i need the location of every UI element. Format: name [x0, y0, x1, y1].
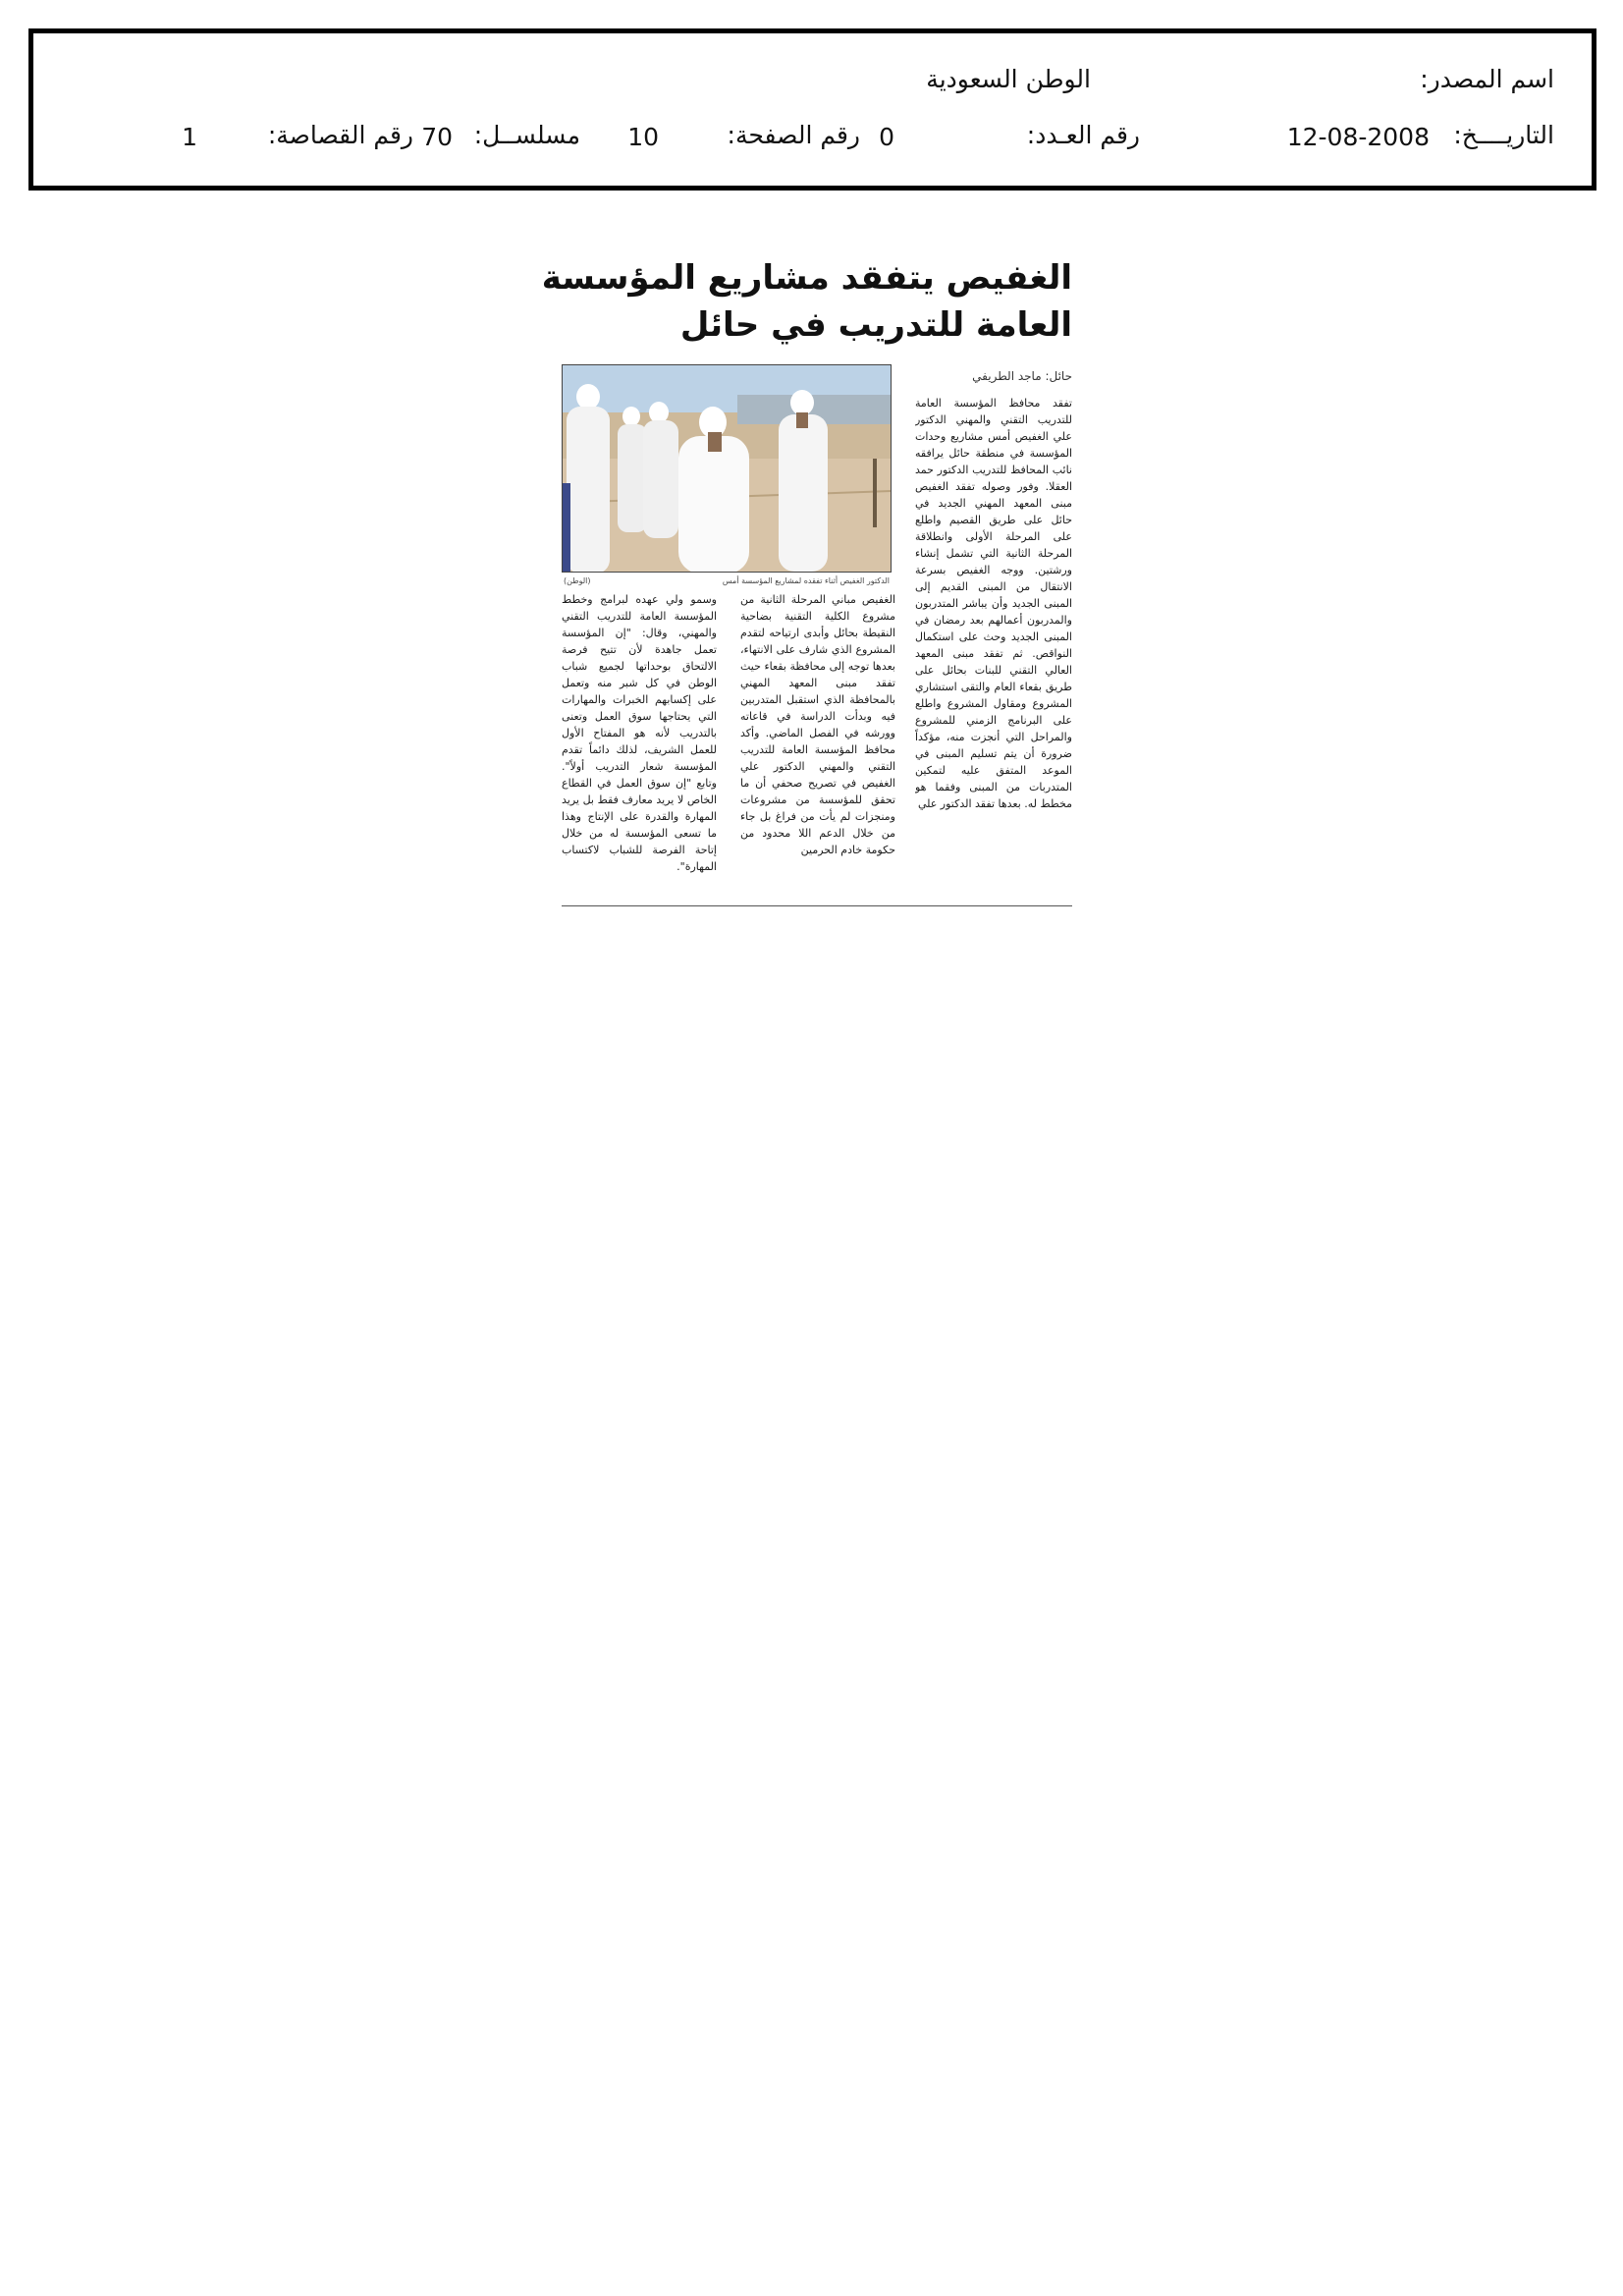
clipping-bottom-rule — [562, 905, 1072, 906]
serial-label: مسلســل: — [473, 121, 580, 149]
article-column-middle: الغفيص مباني المرحلة الثانية من مشروع الكلية التقنية بضاحية النقيطة بحائل وأبدى ارتياحه لتقدم المشروع الذي شارف على الانتهاء، بعدها توجه إلى محافظة بقعاء حيث تفقد مبنى المعهد المهني بالمحافظة الذي استقبل المتدربين فيه وبدأت الدراسة في قاعاته وورشه في الفصل الماضي. وأكد محافظ المؤسسة العامة للتدريب التقني والمهني الدكتور علي الغفيص في تصريح صحفي أن ما تحقق للمؤسسة من مشروعات ومنجزات لم يأت من فراغ بل جاء من خلال الدعم اللا محدود من حكومة خادم الحرمين — [740, 593, 895, 856]
headline-line-1: الغفيص يتفقد مشاريع المؤسسة — [541, 258, 1072, 298]
date-label: التاريــــخ: — [1453, 121, 1554, 149]
photo-post — [873, 459, 877, 527]
article-column-left: وسمو ولي عهده لبرامج وخطط المؤسسة العامة للتدريب التقني والمهني، وقال: "إن المؤسسة تعمل جاهدة لأن تتيح فرصة الالتحاق بوحداتها لجميع شباب الوطن في كل شبر منه وتعمل على إكسابهم الخبرات والمهارات التي يحتاجها سوق العمل وتعنى بالتدريب لأنه هو المفتاح الأول للعمل الشريف، لذلك دائماً تقدم المؤسسة شعار التدريب أولاً". وتابع "إن سوق العمل في القطاع الخاص لا يريد معارف فقط بل يريد المهارة والقدرة على الإنتاج وهذا ما تسعى المؤسسة له من خلال إتاحة الفرصة للشباب لاكتساب المهارة". — [562, 593, 717, 873]
issue-label: رقم العـدد: — [1026, 121, 1140, 149]
article-column-right: تفقد محافظ المؤسسة العامة للتدريب التقني والمهني الدكتور علي الغفيص أمس مشاريع وحدات المؤسسة في منطقة حائل يرافقه نائب المحافظ للتدريب الدكتور حمد العقلا. وفور وصوله تفقد الغفيص مبنى المعهد المهني الجديد في حائل على طريق القصيم واطلع على المرحلة الأولى وانطلاقة المرحلة الثانية التي تشمل إنشاء ورشتين. ووجه الغفيص بسرعة الانتقال من المبنى القديم إلى المبنى الجديد وأن يباشر المتدربون والمدربون أعمالهم بعد رمضان في المبنى الجديد وحث على استكمال النواقص. ثم تفقد مبنى المعهد العالي التقني للبنات بحائل على طريق بقعاء العام والتقى استشاري المشروع ومقاول المشروع واطلع على البرنامج الزمني للمشروع والمراحل التي أنجزت منه، مؤكداً ضرورة أن يتم تسليم المبنى في الموعد المتفق عليه لتمكين المتدربات من المبنى وفقما هو مخطط له. بعدها تفقد الدكتور علي — [915, 397, 1072, 810]
photo-caption: الدكتور الغفيص أثناء تفقده لمشاريع المؤسسة أمس — [722, 576, 890, 585]
clipping-header-box — [28, 28, 1596, 191]
photo-credit: (الوطن) — [564, 576, 591, 585]
page-value: 10 — [627, 123, 659, 151]
photo-caption-row — [562, 574, 892, 588]
byline: حائل: ماجد الطريفي — [972, 369, 1072, 383]
source-value: الوطن السعودية — [926, 65, 1091, 93]
newspaper-clipping — [541, 257, 1072, 905]
photo-illustration — [562, 365, 891, 573]
issue-value: 0 — [879, 123, 894, 151]
headline-line-2: العامة للتدريب في حائل — [679, 305, 1072, 345]
article-photo — [562, 364, 892, 573]
page-label: رقم الصفحة: — [727, 121, 860, 149]
source-label: اسم المصدر: — [1420, 65, 1554, 93]
serial-value: 70 — [421, 123, 453, 151]
date-value: 12-08-2008 — [1286, 123, 1430, 151]
clip-label: رقم القصاصة: — [267, 121, 413, 149]
clip-value: 1 — [182, 123, 197, 151]
